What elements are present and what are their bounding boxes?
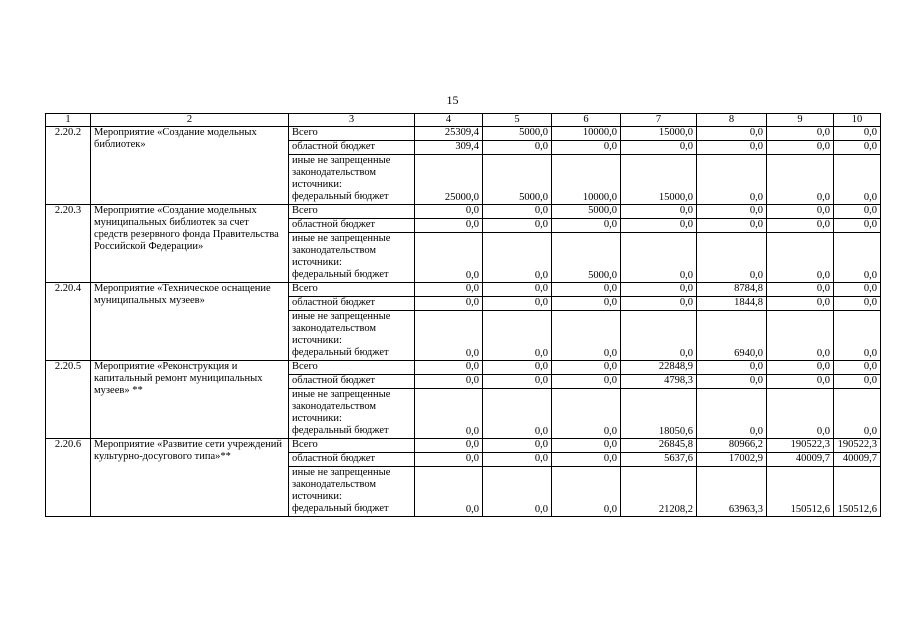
value-cell: 18050,6 bbox=[621, 389, 697, 439]
value-cell: 0,0 bbox=[767, 141, 834, 155]
source-total-label: Всего bbox=[289, 205, 415, 219]
value-cell: 25000,0 bbox=[415, 155, 483, 205]
value-cell: 40009,7 bbox=[767, 453, 834, 467]
value-cell: 0,0 bbox=[552, 467, 621, 517]
item-name: Мероприятие «Реконструкция и капитальный ремонт муниципальных музеев» ** bbox=[91, 361, 289, 439]
value-cell: 190522,3 bbox=[834, 439, 881, 453]
value-cell: 4798,3 bbox=[621, 375, 697, 389]
value-cell: 22848,9 bbox=[621, 361, 697, 375]
value-cell: 0,0 bbox=[834, 141, 881, 155]
value-cell: 0,0 bbox=[697, 141, 767, 155]
value-cell: 0,0 bbox=[483, 439, 552, 453]
value-cell: 0,0 bbox=[621, 311, 697, 361]
value-cell: 0,0 bbox=[767, 311, 834, 361]
source-regional-label: областной бюджет bbox=[289, 141, 415, 155]
source-label-line: иные не запрещенные bbox=[292, 155, 391, 166]
column-header-6: 6 bbox=[552, 114, 621, 127]
source-label-line: источники: bbox=[292, 413, 342, 424]
value-cell: 150512,6 bbox=[767, 467, 834, 517]
value-cell: 0,0 bbox=[483, 311, 552, 361]
value-cell: 0,0 bbox=[415, 297, 483, 311]
source-label-line: федеральный бюджет bbox=[292, 347, 389, 358]
source-label-line: федеральный бюджет bbox=[292, 503, 389, 514]
item-name: Мероприятие «Создание модельных муниципальных библиотек за счет средств резервного фонда Правительства Российской Федерации» bbox=[91, 205, 289, 283]
table-row bbox=[46, 361, 881, 375]
source-federal-label bbox=[289, 233, 415, 283]
value-cell: 0,0 bbox=[621, 233, 697, 283]
source-regional-label: областной бюджет bbox=[289, 297, 415, 311]
source-federal-label bbox=[289, 311, 415, 361]
column-header-4: 4 bbox=[415, 114, 483, 127]
value-cell: 0,0 bbox=[697, 219, 767, 233]
source-label-line: федеральный бюджет bbox=[292, 191, 389, 202]
source-label-line: источники: bbox=[292, 335, 342, 346]
value-cell: 0,0 bbox=[697, 205, 767, 219]
value-cell: 0,0 bbox=[621, 205, 697, 219]
value-cell: 0,0 bbox=[483, 375, 552, 389]
column-header-8: 8 bbox=[697, 114, 767, 127]
item-code: 2.20.4 bbox=[46, 283, 91, 361]
value-cell: 0,0 bbox=[697, 389, 767, 439]
column-header-5: 5 bbox=[483, 114, 552, 127]
budget-table bbox=[45, 113, 881, 517]
value-cell: 0,0 bbox=[483, 233, 552, 283]
value-cell: 80966,2 bbox=[697, 439, 767, 453]
value-cell: 63963,3 bbox=[697, 467, 767, 517]
value-cell: 0,0 bbox=[483, 361, 552, 375]
value-cell: 0,0 bbox=[697, 155, 767, 205]
value-cell: 0,0 bbox=[834, 219, 881, 233]
column-header-7: 7 bbox=[621, 114, 697, 127]
value-cell: 15000,0 bbox=[621, 155, 697, 205]
value-cell: 10000,0 bbox=[552, 155, 621, 205]
value-cell: 0,0 bbox=[834, 311, 881, 361]
value-cell: 0,0 bbox=[621, 297, 697, 311]
value-cell: 5000,0 bbox=[483, 155, 552, 205]
value-cell: 0,0 bbox=[415, 219, 483, 233]
value-cell: 309,4 bbox=[415, 141, 483, 155]
header-row bbox=[46, 114, 881, 127]
value-cell: 0,0 bbox=[552, 375, 621, 389]
value-cell: 25309,4 bbox=[415, 127, 483, 141]
value-cell: 10000,0 bbox=[552, 127, 621, 141]
source-regional-label: областной бюджет bbox=[289, 219, 415, 233]
value-cell: 0,0 bbox=[483, 297, 552, 311]
value-cell: 0,0 bbox=[483, 141, 552, 155]
column-header-2: 2 bbox=[91, 114, 289, 127]
item-code: 2.20.5 bbox=[46, 361, 91, 439]
value-cell: 0,0 bbox=[697, 375, 767, 389]
value-cell: 0,0 bbox=[697, 361, 767, 375]
source-label-line: федеральный бюджет bbox=[292, 425, 389, 436]
value-cell: 0,0 bbox=[415, 453, 483, 467]
source-label-line: законодательством bbox=[292, 479, 377, 490]
item-name: Мероприятие «Создание модельных библиотек» bbox=[91, 127, 289, 205]
value-cell: 0,0 bbox=[552, 297, 621, 311]
value-cell: 0,0 bbox=[767, 219, 834, 233]
value-cell: 5000,0 bbox=[483, 127, 552, 141]
value-cell: 0,0 bbox=[483, 453, 552, 467]
value-cell: 0,0 bbox=[552, 439, 621, 453]
value-cell: 0,0 bbox=[415, 389, 483, 439]
item-code: 2.20.6 bbox=[46, 439, 91, 517]
value-cell: 0,0 bbox=[552, 389, 621, 439]
table-row bbox=[46, 283, 881, 297]
source-label-line: источники: bbox=[292, 179, 342, 190]
value-cell: 0,0 bbox=[483, 205, 552, 219]
value-cell: 0,0 bbox=[621, 219, 697, 233]
source-label-line: федеральный бюджет bbox=[292, 269, 389, 280]
value-cell: 0,0 bbox=[483, 389, 552, 439]
item-name: Мероприятие «Техническое оснащение муниципальных музеев» bbox=[91, 283, 289, 361]
column-header-9: 9 bbox=[767, 114, 834, 127]
source-label-line: источники: bbox=[292, 257, 342, 268]
value-cell: 0,0 bbox=[767, 233, 834, 283]
value-cell: 15000,0 bbox=[621, 127, 697, 141]
value-cell: 0,0 bbox=[415, 467, 483, 517]
value-cell: 40009,7 bbox=[834, 453, 881, 467]
table-row bbox=[46, 205, 881, 219]
value-cell: 0,0 bbox=[621, 283, 697, 297]
value-cell: 190522,3 bbox=[767, 439, 834, 453]
value-cell: 5000,0 bbox=[552, 233, 621, 283]
value-cell: 0,0 bbox=[767, 389, 834, 439]
column-header-10: 10 bbox=[834, 114, 881, 127]
value-cell: 0,0 bbox=[767, 283, 834, 297]
value-cell: 0,0 bbox=[483, 283, 552, 297]
source-label-line: иные не запрещенные bbox=[292, 311, 391, 322]
source-total-label: Всего bbox=[289, 361, 415, 375]
source-regional-label: областной бюджет bbox=[289, 375, 415, 389]
value-cell: 0,0 bbox=[767, 205, 834, 219]
value-cell: 0,0 bbox=[415, 233, 483, 283]
value-cell: 0,0 bbox=[767, 155, 834, 205]
value-cell: 0,0 bbox=[415, 311, 483, 361]
source-regional-label: областной бюджет bbox=[289, 453, 415, 467]
value-cell: 0,0 bbox=[552, 283, 621, 297]
value-cell: 0,0 bbox=[834, 361, 881, 375]
value-cell: 0,0 bbox=[697, 127, 767, 141]
value-cell: 0,0 bbox=[834, 283, 881, 297]
value-cell: 0,0 bbox=[834, 375, 881, 389]
value-cell: 0,0 bbox=[552, 141, 621, 155]
value-cell: 0,0 bbox=[552, 311, 621, 361]
value-cell: 0,0 bbox=[767, 361, 834, 375]
source-label-line: иные не запрещенные bbox=[292, 389, 391, 400]
value-cell: 0,0 bbox=[834, 205, 881, 219]
table-row bbox=[46, 439, 881, 453]
source-federal-label bbox=[289, 467, 415, 517]
value-cell: 0,0 bbox=[834, 233, 881, 283]
value-cell: 0,0 bbox=[767, 375, 834, 389]
column-header-1: 1 bbox=[46, 114, 91, 127]
source-federal-label bbox=[289, 389, 415, 439]
item-code: 2.20.2 bbox=[46, 127, 91, 205]
source-total-label: Всего bbox=[289, 283, 415, 297]
page-number: 15 bbox=[446, 93, 459, 107]
value-cell: 0,0 bbox=[552, 361, 621, 375]
table-row bbox=[46, 127, 881, 141]
value-cell: 21208,2 bbox=[621, 467, 697, 517]
value-cell: 0,0 bbox=[834, 127, 881, 141]
value-cell: 0,0 bbox=[621, 141, 697, 155]
source-total-label: Всего bbox=[289, 439, 415, 453]
source-label-line: законодательством bbox=[292, 401, 377, 412]
value-cell: 0,0 bbox=[767, 127, 834, 141]
source-label-line: источники: bbox=[292, 491, 342, 502]
value-cell: 0,0 bbox=[415, 283, 483, 297]
value-cell: 26845,8 bbox=[621, 439, 697, 453]
value-cell: 0,0 bbox=[552, 453, 621, 467]
value-cell: 5000,0 bbox=[552, 205, 621, 219]
value-cell: 0,0 bbox=[483, 219, 552, 233]
source-label-line: иные не запрещенные bbox=[292, 467, 391, 478]
source-total-label: Всего bbox=[289, 127, 415, 141]
value-cell: 0,0 bbox=[415, 361, 483, 375]
value-cell: 0,0 bbox=[552, 219, 621, 233]
value-cell: 6940,0 bbox=[697, 311, 767, 361]
value-cell: 0,0 bbox=[697, 233, 767, 283]
source-label-line: законодательством bbox=[292, 167, 377, 178]
source-label-line: законодательством bbox=[292, 245, 377, 256]
value-cell: 0,0 bbox=[834, 155, 881, 205]
value-cell: 17002,9 bbox=[697, 453, 767, 467]
value-cell: 0,0 bbox=[483, 467, 552, 517]
value-cell: 0,0 bbox=[415, 439, 483, 453]
item-name: Мероприятие «Развитие сети учреждений культурно-досугового типа»** bbox=[91, 439, 289, 517]
value-cell: 1844,8 bbox=[697, 297, 767, 311]
source-federal-label bbox=[289, 155, 415, 205]
source-label-line: иные не запрещенные bbox=[292, 233, 391, 244]
value-cell: 0,0 bbox=[415, 205, 483, 219]
value-cell: 150512,6 bbox=[834, 467, 881, 517]
value-cell: 0,0 bbox=[834, 389, 881, 439]
value-cell: 0,0 bbox=[415, 375, 483, 389]
value-cell: 0,0 bbox=[767, 297, 834, 311]
column-header-3: 3 bbox=[289, 114, 415, 127]
item-code: 2.20.3 bbox=[46, 205, 91, 283]
source-label-line: законодательством bbox=[292, 323, 377, 334]
value-cell: 5637,6 bbox=[621, 453, 697, 467]
value-cell: 0,0 bbox=[834, 297, 881, 311]
value-cell: 8784,8 bbox=[697, 283, 767, 297]
